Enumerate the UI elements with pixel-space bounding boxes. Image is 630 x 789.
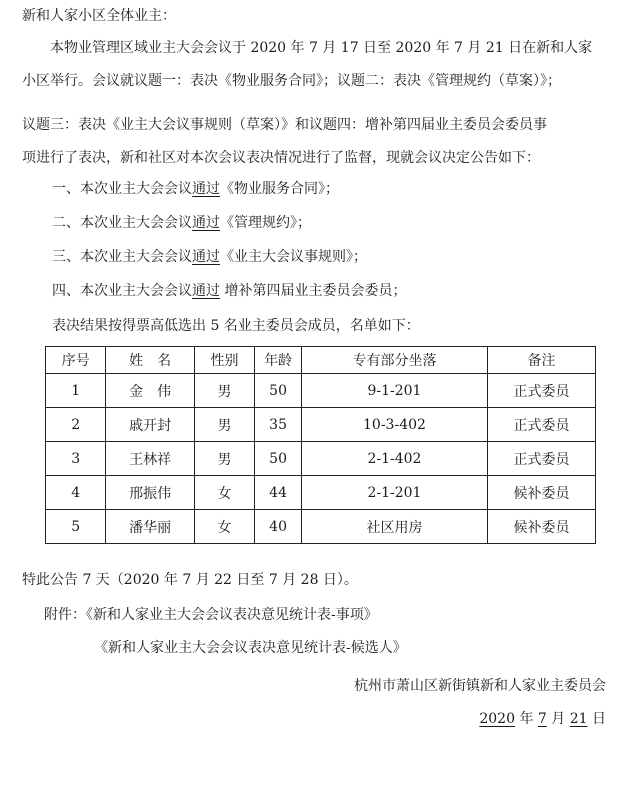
cell-age: 50 xyxy=(255,374,302,408)
cell-name: 金 伟 xyxy=(106,374,194,408)
cell-note: 候补委员 xyxy=(488,476,596,510)
cell-seq: 4 xyxy=(46,476,106,510)
cell-seq: 5 xyxy=(46,510,106,544)
resolution-prefix: 一、本次业主大会会议 xyxy=(52,181,192,197)
cell-name: 邢振伟 xyxy=(106,476,194,510)
resolution-prefix: 三、本次业主大会会议 xyxy=(52,249,192,265)
table-row xyxy=(46,510,596,544)
intro-line-1: 本物业管理区域业主大会会议于 2020 年 7 月 17 日至 2020 年 7 月 21 日在新和人家 xyxy=(50,40,593,56)
cell-unit: 10-3-402 xyxy=(301,408,487,442)
cell-unit: 2-1-402 xyxy=(301,442,487,476)
resolution-result: 通过 xyxy=(192,181,220,197)
cell-note: 正式委员 xyxy=(488,442,596,476)
resolution-item-2 xyxy=(52,213,311,233)
resolution-item-4 xyxy=(52,281,406,301)
resolution-subject: 增补第四届业主委员会委员； xyxy=(220,283,407,299)
intro-line-3: 议题三：表决《业主大会议事规则（草案）》和议题四：增补第四届业主委员会委员事 xyxy=(22,117,547,133)
header-unit: 专有部分坐落 xyxy=(301,347,487,374)
cell-name: 潘华丽 xyxy=(106,510,194,544)
resolution-prefix: 二、本次业主大会会议 xyxy=(52,215,192,231)
result-intro: 表决结果按得票高低选出 5 名业主委员会成员，名单如下： xyxy=(52,318,420,334)
resolution-item-1 xyxy=(52,179,339,199)
table-row xyxy=(46,408,596,442)
resolution-result: 通过 xyxy=(192,283,220,299)
date-day: 21 xyxy=(569,711,588,727)
header-note: 备注 xyxy=(488,347,596,374)
cell-age: 44 xyxy=(255,476,302,510)
cell-age: 35 xyxy=(255,408,302,442)
attachment-label: 附件： xyxy=(44,607,86,623)
cell-gender: 男 xyxy=(194,408,254,442)
cell-unit: 2-1-201 xyxy=(301,476,487,510)
cell-gender: 男 xyxy=(194,442,254,476)
cell-note: 正式委员 xyxy=(488,408,596,442)
header-seq: 序号 xyxy=(46,347,106,374)
header-gender: 性别 xyxy=(194,347,254,374)
cell-note: 正式委员 xyxy=(488,374,596,408)
signer: 杭州市萧山区新街镇新和人家业主委员会 xyxy=(354,678,606,694)
resolution-result: 通过 xyxy=(192,249,220,265)
cell-name: 王林祥 xyxy=(106,442,194,476)
intro-line-4: 项进行了表决，新和社区对本次会议表决情况进行了监督，现就会议决定公告如下： xyxy=(22,150,540,166)
table-row xyxy=(46,374,596,408)
cell-gender: 女 xyxy=(194,476,254,510)
attachment-item-1: 《新和人家业主大会会议表决意见统计表-事项》 xyxy=(86,607,378,623)
header-name: 姓 名 xyxy=(106,347,194,374)
resolution-item-3 xyxy=(52,247,367,267)
cell-age: 50 xyxy=(255,442,302,476)
cell-seq: 3 xyxy=(46,442,106,476)
table-row xyxy=(46,442,596,476)
cell-unit: 9-1-201 xyxy=(301,374,487,408)
date-year-unit: 年 xyxy=(519,711,534,727)
notice-period: 特此公告 7 天（2020 年 7 月 22 日至 7 月 28 日）。 xyxy=(22,572,358,588)
announcement-date xyxy=(479,709,606,729)
resolution-subject: 《业主大会议事规则》； xyxy=(220,249,367,265)
cell-name: 戚开封 xyxy=(106,408,194,442)
cell-seq: 1 xyxy=(46,374,106,408)
resolution-subject: 《管理规约》； xyxy=(220,215,311,231)
date-month-unit: 月 xyxy=(551,711,566,727)
date-year: 2020 xyxy=(479,711,515,727)
cell-unit: 社区用房 xyxy=(301,510,487,544)
intro-line-2: 小区举行。会议就议题一：表决《物业服务合同》；议题二：表决《管理规约（草案）》； xyxy=(22,73,561,89)
salutation: 新和人家小区全体业主： xyxy=(22,8,176,24)
date-month: 7 xyxy=(537,711,547,727)
cell-note: 候补委员 xyxy=(488,510,596,544)
cell-seq: 2 xyxy=(46,408,106,442)
cell-age: 40 xyxy=(255,510,302,544)
resolution-subject: 《物业服务合同》； xyxy=(220,181,339,197)
cell-gender: 女 xyxy=(194,510,254,544)
committee-members-table xyxy=(45,346,596,544)
table-row xyxy=(46,476,596,510)
cell-gender: 男 xyxy=(194,374,254,408)
resolution-result: 通过 xyxy=(192,215,220,231)
table-header-row xyxy=(46,347,596,374)
resolution-prefix: 四、本次业主大会会议 xyxy=(52,283,192,299)
attachment-1 xyxy=(44,605,378,625)
attachment-2: 《新和人家业主大会会议表决意见统计表-候选人》 xyxy=(94,640,407,656)
date-day-unit: 日 xyxy=(592,711,606,727)
header-age: 年龄 xyxy=(255,347,302,374)
